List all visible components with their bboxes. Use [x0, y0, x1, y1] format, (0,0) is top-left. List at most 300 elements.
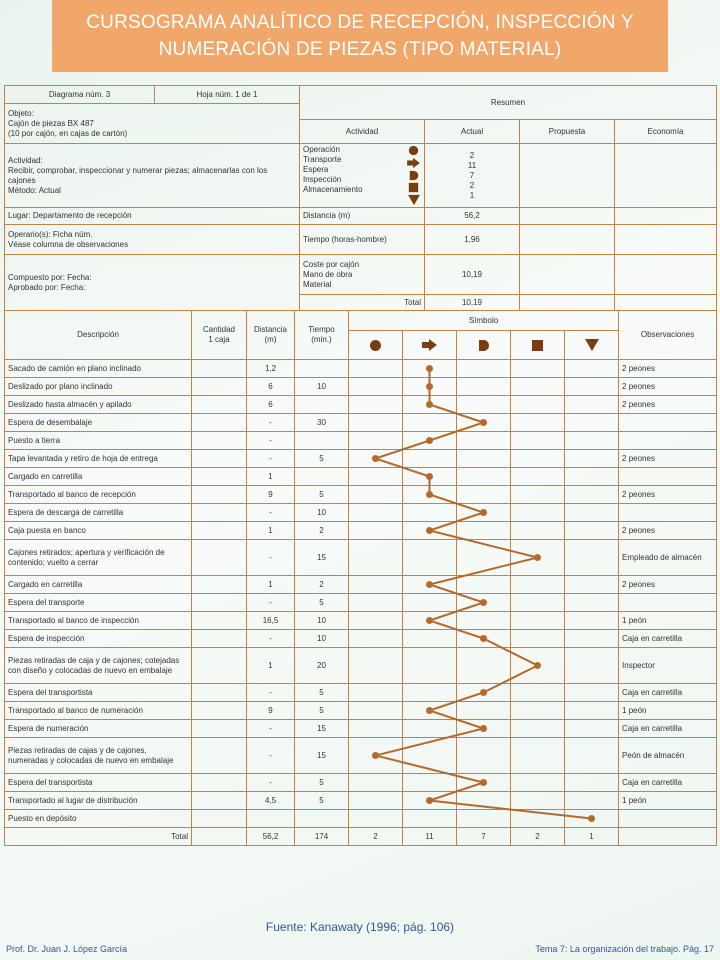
step-description: Espera del transporte: [5, 594, 192, 612]
table-row: [5, 576, 717, 594]
step-time: 15: [295, 540, 349, 576]
step-distance: 6: [247, 378, 295, 396]
step-symbol-cell: [511, 720, 565, 738]
step-symbol-cell: [349, 792, 403, 810]
step-quantity: [192, 702, 247, 720]
step-symbol-cell: [349, 684, 403, 702]
step-description: Piezas retiradas de caja y de cajones; cotejadas con diseño y colocadas de nuevo en embalaje: [5, 648, 192, 684]
step-quantity: [192, 396, 247, 414]
step-symbol-cell: [511, 702, 565, 720]
cost-label: Coste por cajón Mano de obra Material: [300, 255, 425, 295]
totals-row: [5, 828, 717, 846]
step-symbol-cell: [457, 684, 511, 702]
step-distance: -: [247, 540, 295, 576]
type-storage: Almacenamiento: [303, 185, 363, 194]
step-quantity: [192, 540, 247, 576]
cost-value: 10,19: [425, 255, 520, 295]
step-symbol-cell: [511, 432, 565, 450]
totals-symbol: 2: [349, 828, 403, 846]
step-symbol-cell: [403, 378, 457, 396]
symbol-header-storage: [565, 331, 619, 360]
symbol-header-transport: [403, 331, 457, 360]
step-observation: 2 peones: [619, 576, 717, 594]
col-description: Descripción: [5, 311, 192, 360]
table-row: [5, 522, 717, 540]
step-description: Puesto a tierra: [5, 432, 192, 450]
step-time: 5: [295, 594, 349, 612]
step-quantity: [192, 504, 247, 522]
step-description: Deslizado hasta almacén y apilado: [5, 396, 192, 414]
totals-symbol: 11: [403, 828, 457, 846]
distance-label: Distancia (m): [300, 208, 425, 225]
table-row: [5, 396, 717, 414]
step-time: 10: [295, 504, 349, 522]
step-symbol-cell: [511, 522, 565, 540]
approval-text: Compuesto por: Fecha: Aprobado por: Fecha:: [5, 255, 300, 311]
step-symbol-cell: [349, 576, 403, 594]
steps-table: [4, 310, 717, 846]
col-time: Tiempo (min.): [295, 311, 349, 360]
step-observation: [619, 432, 717, 450]
step-symbol-cell: [565, 450, 619, 468]
step-distance: -: [247, 774, 295, 792]
step-symbol-cell: [403, 612, 457, 630]
savings-col-header: Economía: [615, 120, 717, 144]
step-symbol-cell: [349, 486, 403, 504]
table-row: [5, 504, 717, 522]
step-symbol-cell: [511, 540, 565, 576]
step-distance: 1: [247, 522, 295, 540]
step-description: Cargado en carretilla: [5, 576, 192, 594]
step-time: [295, 810, 349, 828]
step-symbol-cell: [403, 738, 457, 774]
page-title: [52, 0, 668, 63]
step-symbol-cell: [403, 792, 457, 810]
step-distance: -: [247, 414, 295, 432]
step-symbol-cell: [457, 432, 511, 450]
symbol-header-operation: [349, 331, 403, 360]
step-symbol-cell: [457, 738, 511, 774]
step-description: Espera del transportista: [5, 684, 192, 702]
step-rows: [5, 360, 717, 846]
inspection-icon: [532, 340, 543, 351]
step-observation: 1 peón: [619, 792, 717, 810]
step-observation: 2 peones: [619, 378, 717, 396]
step-distance: 9: [247, 486, 295, 504]
source-note: Fuente: Kanawaty (1996; pág. 106): [265, 920, 455, 934]
step-distance: 6: [247, 396, 295, 414]
step-time: 5: [295, 450, 349, 468]
step-quantity: [192, 738, 247, 774]
step-symbol-cell: [403, 576, 457, 594]
step-symbol-cell: [511, 774, 565, 792]
count-operation: 2: [469, 150, 475, 160]
col-distance: Distancia (m): [247, 311, 295, 360]
delay-icon: [409, 171, 418, 180]
step-symbol-cell: [565, 738, 619, 774]
step-symbol-cell: [511, 396, 565, 414]
table-row: [5, 540, 717, 576]
step-observation: 1 peón: [619, 702, 717, 720]
proposal-col-header: Propuesta: [520, 120, 615, 144]
step-quantity: [192, 450, 247, 468]
col-quantity: Cantidad 1 caja: [192, 311, 247, 360]
actual-counts: [425, 144, 520, 208]
table-row: [5, 720, 717, 738]
actual-col-header: Actual: [425, 120, 520, 144]
type-operation: Operación: [303, 145, 340, 154]
step-symbol-cell: [349, 450, 403, 468]
step-symbol-cell: [403, 702, 457, 720]
step-observation: [619, 504, 717, 522]
step-observation: Caja en carretilla: [619, 684, 717, 702]
step-symbol-cell: [565, 378, 619, 396]
step-quantity: [192, 414, 247, 432]
step-distance: 16,5: [247, 612, 295, 630]
step-symbol-cell: [565, 360, 619, 378]
step-symbol-cell: [565, 684, 619, 702]
step-symbol-cell: [403, 396, 457, 414]
operation-icon: [370, 340, 381, 351]
step-observation: 2 peones: [619, 486, 717, 504]
col-observations: Observaciones: [619, 311, 717, 360]
step-symbol-cell: [511, 810, 565, 828]
object-text: Objeto: Cajón de piezas BX 487 (10 por cajón, en cajas de cartón): [5, 104, 300, 144]
step-distance: -: [247, 432, 295, 450]
step-symbol-cell: [511, 792, 565, 810]
step-symbol-cell: [457, 810, 511, 828]
step-distance: 1: [247, 648, 295, 684]
step-symbol-cell: [349, 810, 403, 828]
step-symbol-cell: [511, 486, 565, 504]
step-quantity: [192, 522, 247, 540]
step-symbol-cell: [565, 630, 619, 648]
table-row: [5, 702, 717, 720]
operators-text: Operario(s): Ficha núm. Véase columna de observaciones: [5, 225, 300, 255]
step-symbol-cell: [403, 594, 457, 612]
step-symbol-cell: [511, 630, 565, 648]
step-quantity: [192, 432, 247, 450]
step-observation: 2 peones: [619, 522, 717, 540]
step-symbol-cell: [457, 612, 511, 630]
step-symbol-cell: [403, 630, 457, 648]
symbol-header-inspection: [511, 331, 565, 360]
step-distance: -: [247, 594, 295, 612]
step-symbol-cell: [457, 774, 511, 792]
step-symbol-cell: [511, 612, 565, 630]
step-distance: -: [247, 720, 295, 738]
step-symbol-cell: [349, 540, 403, 576]
total-cost-value: 10,19: [425, 295, 520, 311]
step-symbol-cell: [403, 468, 457, 486]
step-observation: Peón de almacén: [619, 738, 717, 774]
time-value: 1,96: [425, 225, 520, 255]
step-description: Transportado al lugar de distribución: [5, 792, 192, 810]
table-row: [5, 594, 717, 612]
step-symbol-cell: [565, 522, 619, 540]
place-text: Lugar: Departamento de recepción: [5, 208, 300, 225]
count-storage: 1: [469, 190, 475, 200]
step-description: Transportado al banco de recepción: [5, 486, 192, 504]
activity-col-header: Actividad: [300, 120, 425, 144]
totals-distance: 56,2: [247, 828, 295, 846]
step-symbol-cell: [349, 594, 403, 612]
step-description: Tapa levantada y retiro de hoja de entrega: [5, 450, 192, 468]
table-row: [5, 648, 717, 684]
step-observation: 1 peón: [619, 612, 717, 630]
step-time: 5: [295, 702, 349, 720]
step-distance: -: [247, 738, 295, 774]
table-row: [5, 414, 717, 432]
step-symbol-cell: [457, 504, 511, 522]
step-symbol-cell: [457, 648, 511, 684]
step-symbol-cell: [403, 450, 457, 468]
step-description: Caja puesta en banco: [5, 522, 192, 540]
delay-icon: [479, 340, 489, 351]
step-time: 2: [295, 576, 349, 594]
step-symbol-cell: [349, 738, 403, 774]
step-symbol-cell: [511, 504, 565, 522]
step-quantity: [192, 612, 247, 630]
totals-symbol: 7: [457, 828, 511, 846]
step-observation: 2 peones: [619, 360, 717, 378]
step-observation: [619, 594, 717, 612]
totals-symbol: 2: [511, 828, 565, 846]
step-observation: Caja en carretilla: [619, 630, 717, 648]
step-symbol-cell: [511, 738, 565, 774]
step-distance: 1: [247, 576, 295, 594]
step-symbol-cell: [511, 468, 565, 486]
step-symbol-cell: [349, 630, 403, 648]
step-time: 5: [295, 792, 349, 810]
step-symbol-cell: [349, 522, 403, 540]
activity-text: Actividad: Recibir, comprobar, inspeccionar y numerar piezas; almacenarlas con los cajones Método: Actual: [5, 144, 300, 208]
type-delay: Espera: [303, 165, 329, 174]
step-symbol-cell: [565, 540, 619, 576]
step-quantity: [192, 648, 247, 684]
step-quantity: [192, 486, 247, 504]
step-time: 20: [295, 648, 349, 684]
step-symbol-cell: [565, 576, 619, 594]
step-observation: 2 peones: [619, 396, 717, 414]
step-symbol-cell: [457, 360, 511, 378]
step-quantity: [192, 774, 247, 792]
step-symbol-cell: [457, 414, 511, 432]
storage-icon: [585, 339, 599, 351]
page-footer: Tema 7: La organización del trabajo. Pág. 17: [535, 944, 714, 954]
activity-types: [300, 144, 425, 208]
step-symbol-cell: [511, 594, 565, 612]
step-time: 10: [295, 630, 349, 648]
step-symbol-cell: [565, 774, 619, 792]
step-symbol-cell: [349, 414, 403, 432]
table-row: [5, 792, 717, 810]
totals-time: 174: [295, 828, 349, 846]
step-symbol-cell: [511, 576, 565, 594]
step-symbol-cell: [565, 504, 619, 522]
storage-icon: [408, 195, 420, 205]
step-symbol-cell: [511, 360, 565, 378]
step-symbol-cell: [511, 414, 565, 432]
step-symbol-cell: [349, 360, 403, 378]
step-observation: 2 peones: [619, 450, 717, 468]
step-symbol-cell: [349, 432, 403, 450]
step-symbol-cell: [457, 720, 511, 738]
step-distance: -: [247, 504, 295, 522]
step-description: Deslizado por plano inclinado: [5, 378, 192, 396]
step-distance: -: [247, 684, 295, 702]
total-cost-label: Total: [300, 295, 425, 311]
operation-icon: [409, 146, 418, 155]
step-symbol-cell: [457, 522, 511, 540]
table-row: [5, 810, 717, 828]
step-symbol-cell: [565, 396, 619, 414]
transport-icon: [407, 158, 420, 168]
totals-label: Total: [5, 828, 192, 846]
diagram-number: Diagrama núm. 3: [5, 86, 155, 104]
count-transport: 11: [467, 160, 477, 170]
type-inspection: Inspección: [303, 175, 342, 184]
step-symbol-cell: [565, 648, 619, 684]
step-symbol-cell: [403, 432, 457, 450]
table-row: [5, 630, 717, 648]
step-symbol-cell: [457, 468, 511, 486]
table-row: [5, 684, 717, 702]
count-inspection: 2: [469, 180, 475, 190]
step-time: 10: [295, 378, 349, 396]
distance-value: 56,2: [425, 208, 520, 225]
step-symbol-cell: [349, 612, 403, 630]
step-description: Espera de descarga de carretilla: [5, 504, 192, 522]
step-time: 2: [295, 522, 349, 540]
step-symbol-cell: [565, 432, 619, 450]
step-symbol-cell: [511, 648, 565, 684]
step-time: 5: [295, 486, 349, 504]
step-symbol-cell: [457, 486, 511, 504]
step-observation: [619, 810, 717, 828]
summary-table: [4, 85, 717, 311]
step-symbol-cell: [349, 378, 403, 396]
step-symbol-cell: [457, 702, 511, 720]
step-description: Cargado en carretilla: [5, 468, 192, 486]
step-description: Sacado de camión en plano inclinado: [5, 360, 192, 378]
step-symbol-cell: [457, 630, 511, 648]
author-footer: Prof. Dr. Juan J. López García: [6, 944, 128, 954]
step-description: Espera de numeración: [5, 720, 192, 738]
step-symbol-cell: [565, 468, 619, 486]
step-symbol-cell: [403, 684, 457, 702]
step-quantity: [192, 360, 247, 378]
step-time: [295, 360, 349, 378]
table-row: [5, 468, 717, 486]
proposal-counts: [520, 144, 615, 208]
symbol-header-delay: [457, 331, 511, 360]
step-distance: 1: [247, 468, 295, 486]
step-symbol-cell: [565, 720, 619, 738]
table-row: [5, 612, 717, 630]
table-row: [5, 378, 717, 396]
type-transport: Transporte: [303, 155, 342, 164]
title-banner: [52, 0, 668, 72]
step-time: 15: [295, 738, 349, 774]
step-description: Espera de inspección: [5, 630, 192, 648]
step-symbol-cell: [457, 576, 511, 594]
step-symbol-cell: [403, 810, 457, 828]
step-symbol-cell: [349, 504, 403, 522]
step-symbol-cell: [349, 720, 403, 738]
table-row: [5, 486, 717, 504]
count-delay: 7: [469, 170, 475, 180]
step-quantity: [192, 684, 247, 702]
step-symbol-cell: [457, 378, 511, 396]
step-description: Puesto en depósito: [5, 810, 192, 828]
step-distance: 9: [247, 702, 295, 720]
step-time: 15: [295, 720, 349, 738]
step-symbol-cell: [403, 486, 457, 504]
step-symbol-cell: [403, 504, 457, 522]
step-description: Piezas retiradas de cajas y de cajones, numeradas y colocadas de nuevo en embalaje: [5, 738, 192, 774]
step-symbol-cell: [457, 450, 511, 468]
step-symbol-cell: [511, 378, 565, 396]
savings-counts: [615, 144, 717, 208]
step-symbol-cell: [565, 414, 619, 432]
table-row: [5, 432, 717, 450]
step-symbol-cell: [403, 774, 457, 792]
step-observation: Caja en carretilla: [619, 774, 717, 792]
step-time: [295, 432, 349, 450]
step-quantity: [192, 576, 247, 594]
step-symbol-cell: [403, 414, 457, 432]
step-symbol-cell: [511, 684, 565, 702]
step-observation: Empleado de almacén: [619, 540, 717, 576]
step-observation: Caja en carretilla: [619, 720, 717, 738]
step-time: [295, 396, 349, 414]
step-quantity: [192, 594, 247, 612]
table-row: [5, 360, 717, 378]
table-row: [5, 450, 717, 468]
step-distance: -: [247, 450, 295, 468]
step-symbol-cell: [511, 450, 565, 468]
step-observation: Inspector: [619, 648, 717, 684]
step-description: Espera de desembalaje: [5, 414, 192, 432]
step-distance: -: [247, 630, 295, 648]
step-symbol-cell: [403, 720, 457, 738]
step-symbol-cell: [349, 702, 403, 720]
time-label: Tiempo (horas-hombre): [300, 225, 425, 255]
step-symbol-cell: [457, 594, 511, 612]
step-symbol-cell: [565, 486, 619, 504]
process-chart: [4, 85, 716, 846]
table-row: [5, 738, 717, 774]
step-quantity: [192, 792, 247, 810]
step-symbol-cell: [565, 594, 619, 612]
step-observation: [619, 468, 717, 486]
step-time: 5: [295, 774, 349, 792]
totals-quantity: [192, 828, 247, 846]
step-symbol-cell: [565, 612, 619, 630]
summary-heading: Resumen: [300, 86, 717, 120]
step-time: [295, 468, 349, 486]
table-row: [5, 774, 717, 792]
step-quantity: [192, 630, 247, 648]
inspection-icon: [409, 183, 418, 192]
step-quantity: [192, 378, 247, 396]
step-time: 10: [295, 612, 349, 630]
step-quantity: [192, 720, 247, 738]
step-symbol-cell: [457, 540, 511, 576]
step-symbol-cell: [403, 540, 457, 576]
step-symbol-cell: [349, 774, 403, 792]
